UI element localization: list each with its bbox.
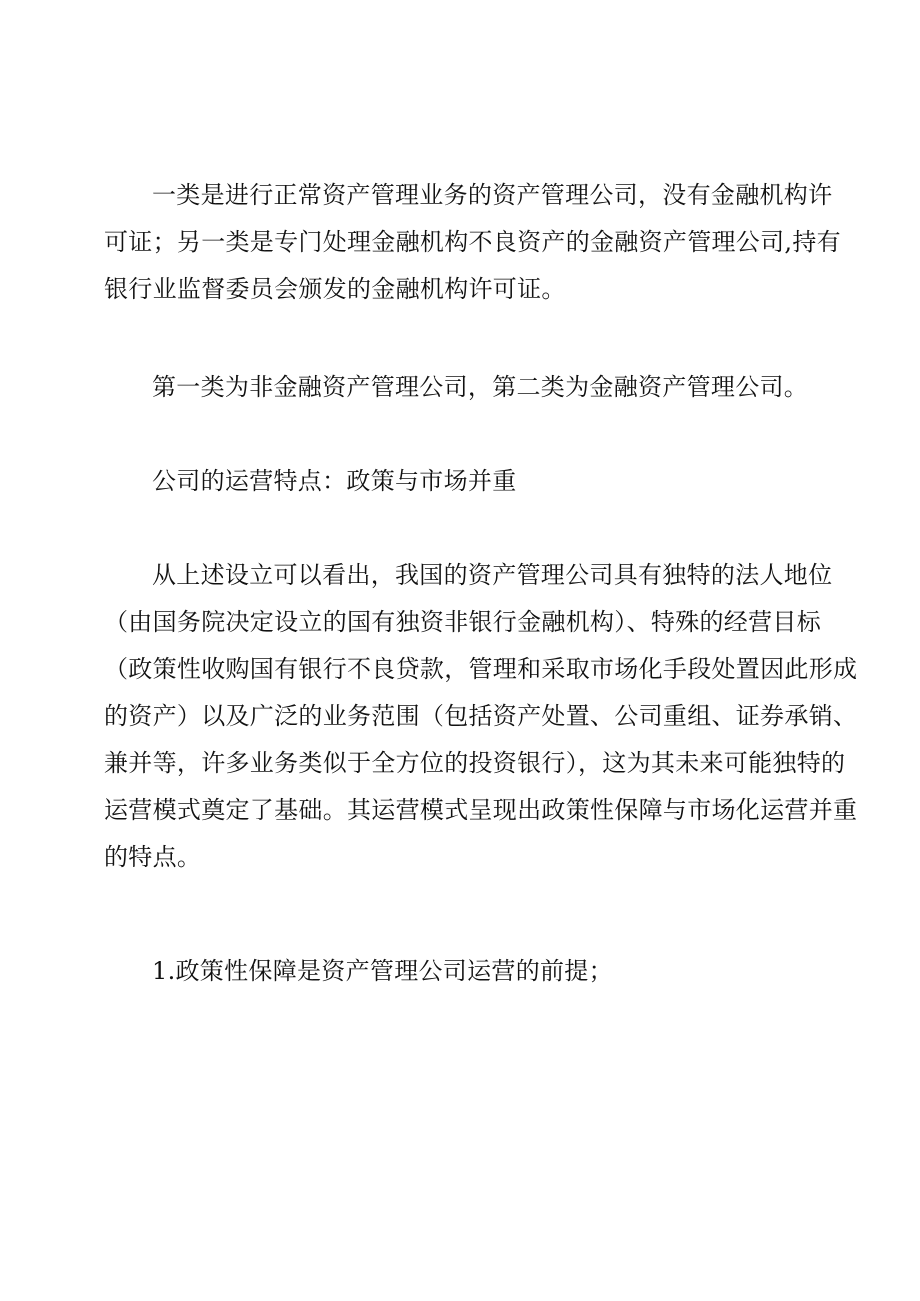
paragraph-category-definition	[104, 364, 824, 411]
text-line: 可证；另一类是专门处理金融机构不良资产的金融资产管理公司,持有	[104, 228, 841, 256]
text-line: 银行业监督委员会颁发的金融机构许可证。	[104, 275, 566, 303]
text-line: 的资产）以及广泛的业务范围（包括资产处置、公司重组、证券承销、	[104, 702, 858, 730]
text-line: 一类是进行正常资产管理业务的资产管理公司，没有金融机构许	[152, 181, 833, 209]
paragraph-operating-model	[104, 552, 858, 881]
text-line: 从上述设立可以看出，我国的资产管理公司具有独特的法人地位	[152, 561, 833, 589]
text-line: 运营模式奠定了基础。其运营模式呈现出政策性保障与市场化运营并重	[104, 796, 858, 824]
text-line: 第一类为非金融资产管理公司，第二类为金融资产管理公司。	[152, 373, 809, 401]
text-line: （由国务院决定设立的国有独资非银行金融机构）、特殊的经营目标	[104, 608, 821, 636]
text-line: 兼并等，许多业务类似于全方位的投资银行），这为其未来可能独特的	[104, 749, 846, 777]
paragraph-asset-company-types	[104, 172, 841, 313]
text-line: 1.政策性保障是资产管理公司运营的前提；	[152, 957, 613, 985]
text-line: 的特点。	[104, 843, 202, 871]
text-line: 公司的运营特点：政策与市场并重	[152, 467, 517, 495]
list-item-policy-guarantee	[104, 948, 824, 995]
section-heading-operating-features	[104, 458, 824, 505]
text-line: （政策性收购国有银行不良贷款，管理和采取市场化手段处置因此形成	[104, 655, 858, 683]
